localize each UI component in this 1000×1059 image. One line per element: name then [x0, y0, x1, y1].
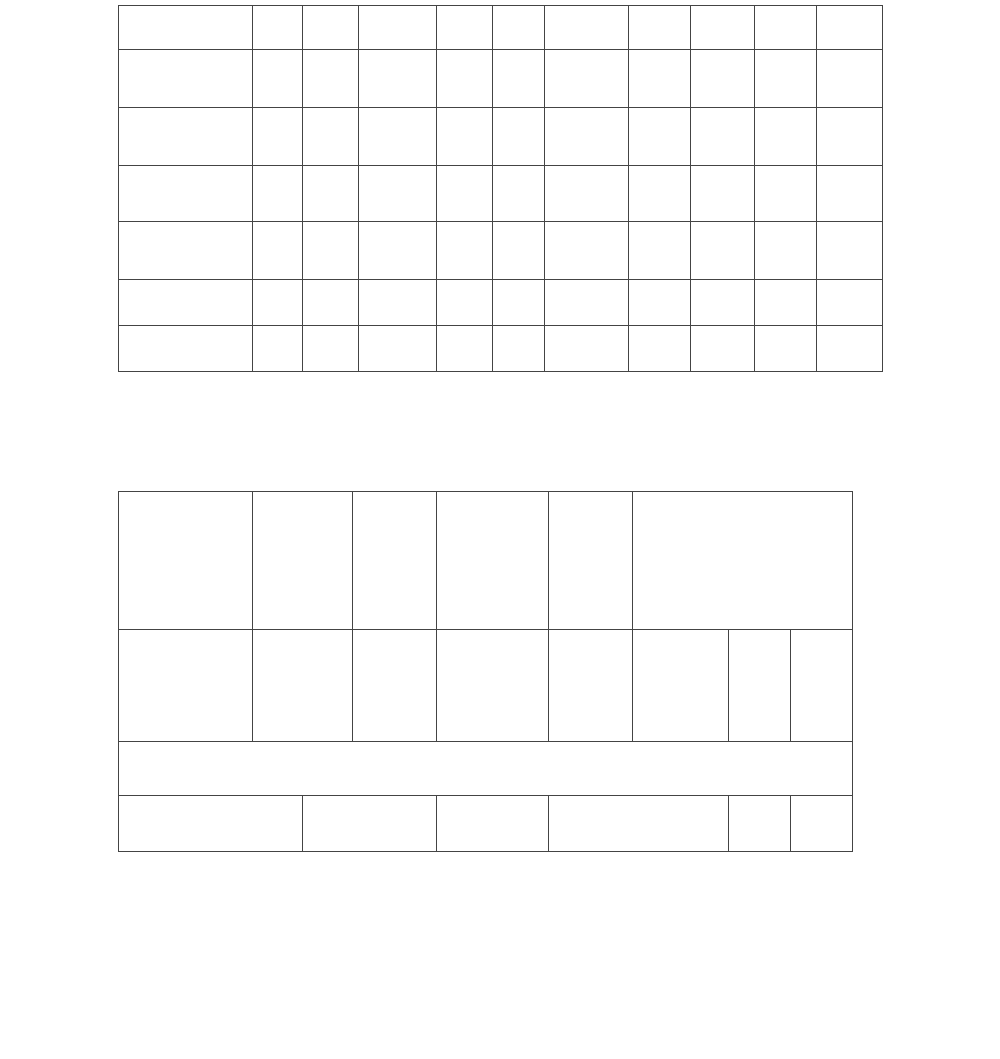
indicator-rate [545, 222, 629, 280]
funds-header-initial [303, 796, 437, 852]
indicator-op [303, 108, 359, 166]
indicator-row [119, 166, 883, 222]
indicator-deviation [493, 6, 545, 50]
indicator-unit [253, 166, 303, 222]
indicator-target [359, 326, 437, 372]
indicator-deviation [493, 222, 545, 280]
indicator-unit [253, 50, 303, 108]
dept-value [253, 630, 353, 742]
contact-label [549, 630, 633, 742]
indicator-flag [755, 50, 817, 108]
funds-header-executed [549, 796, 729, 852]
indicator-flag [755, 280, 817, 326]
indicator-note [817, 280, 883, 326]
funds-header-rate-weight [791, 796, 853, 852]
indicator-name [119, 222, 253, 280]
indicator-weight [629, 6, 691, 50]
indicator-target [359, 166, 437, 222]
indicator-score [691, 6, 755, 50]
indicator-rate [545, 6, 629, 50]
indicator-weight [629, 166, 691, 222]
indicator-name [119, 6, 253, 50]
indicator-row [119, 6, 883, 50]
indicator-deviation [493, 50, 545, 108]
indicator-score [691, 166, 755, 222]
project-code-value [437, 492, 549, 630]
indicator-rate [545, 280, 629, 326]
funds-header-rate [729, 796, 791, 852]
finance-office-value [437, 630, 549, 742]
indicator-op [303, 280, 359, 326]
indicator-score [691, 326, 755, 372]
indicator-target [359, 222, 437, 280]
indicator-flag [755, 108, 817, 166]
indicator-note [817, 50, 883, 108]
indicator-score [691, 50, 755, 108]
indicator-name [119, 166, 253, 222]
indicator-actual [437, 166, 493, 222]
indicator-name [119, 108, 253, 166]
indicator-actual [437, 108, 493, 166]
project-code-label [353, 492, 437, 630]
phone-value [791, 630, 853, 742]
indicator-rate [545, 166, 629, 222]
indicator-target [359, 50, 437, 108]
indicator-op [303, 50, 359, 108]
self-score-label [549, 492, 633, 630]
indicator-row [119, 108, 883, 166]
indicator-weight [629, 326, 691, 372]
indicator-actual [437, 50, 493, 108]
project-name-value [253, 492, 353, 630]
indicator-weight [629, 50, 691, 108]
indicator-op [303, 6, 359, 50]
indicator-score [691, 280, 755, 326]
indicator-rate [545, 50, 629, 108]
indicator-flag [755, 166, 817, 222]
project-name-label [119, 492, 253, 630]
indicator-actual [437, 280, 493, 326]
indicator-deviation [493, 108, 545, 166]
indicator-unit [253, 108, 303, 166]
self-score-value [633, 492, 853, 630]
funds-header-adjusted [437, 796, 549, 852]
indicator-note [817, 166, 883, 222]
indicator-flag [755, 326, 817, 372]
indicator-target [359, 6, 437, 50]
indicator-deviation [493, 280, 545, 326]
indicator-weight [629, 108, 691, 166]
indicator-actual [437, 6, 493, 50]
indicator-target [359, 280, 437, 326]
self-evaluation-form [118, 491, 913, 852]
indicator-unit [253, 6, 303, 50]
indicator-weight [629, 222, 691, 280]
indicator-table [118, 5, 883, 372]
indicator-op [303, 326, 359, 372]
finance-office-label [353, 630, 437, 742]
indicator-name [119, 326, 253, 372]
indicator-actual [437, 326, 493, 372]
phone-label [729, 630, 791, 742]
indicator-op [303, 166, 359, 222]
contact-value [633, 630, 729, 742]
indicator-deviation [493, 166, 545, 222]
indicator-rate [545, 108, 629, 166]
indicator-note [817, 222, 883, 280]
indicator-row [119, 50, 883, 108]
funds-header-blank [119, 796, 303, 852]
indicator-weight [629, 280, 691, 326]
indicator-note [817, 6, 883, 50]
indicator-row [119, 326, 883, 372]
indicator-note [817, 326, 883, 372]
indicator-score [691, 108, 755, 166]
indicator-row [119, 280, 883, 326]
indicator-flag [755, 6, 817, 50]
indicator-name [119, 50, 253, 108]
dept-label [119, 630, 253, 742]
indicator-op [303, 222, 359, 280]
indicator-unit [253, 326, 303, 372]
indicator-unit [253, 222, 303, 280]
funds-section-header [119, 742, 853, 796]
indicator-name [119, 280, 253, 326]
indicator-target [359, 108, 437, 166]
indicator-deviation [493, 326, 545, 372]
indicator-actual [437, 222, 493, 280]
indicator-note [817, 108, 883, 166]
indicator-score [691, 222, 755, 280]
indicator-rate [545, 326, 629, 372]
indicator-unit [253, 280, 303, 326]
indicator-row [119, 222, 883, 280]
indicator-flag [755, 222, 817, 280]
